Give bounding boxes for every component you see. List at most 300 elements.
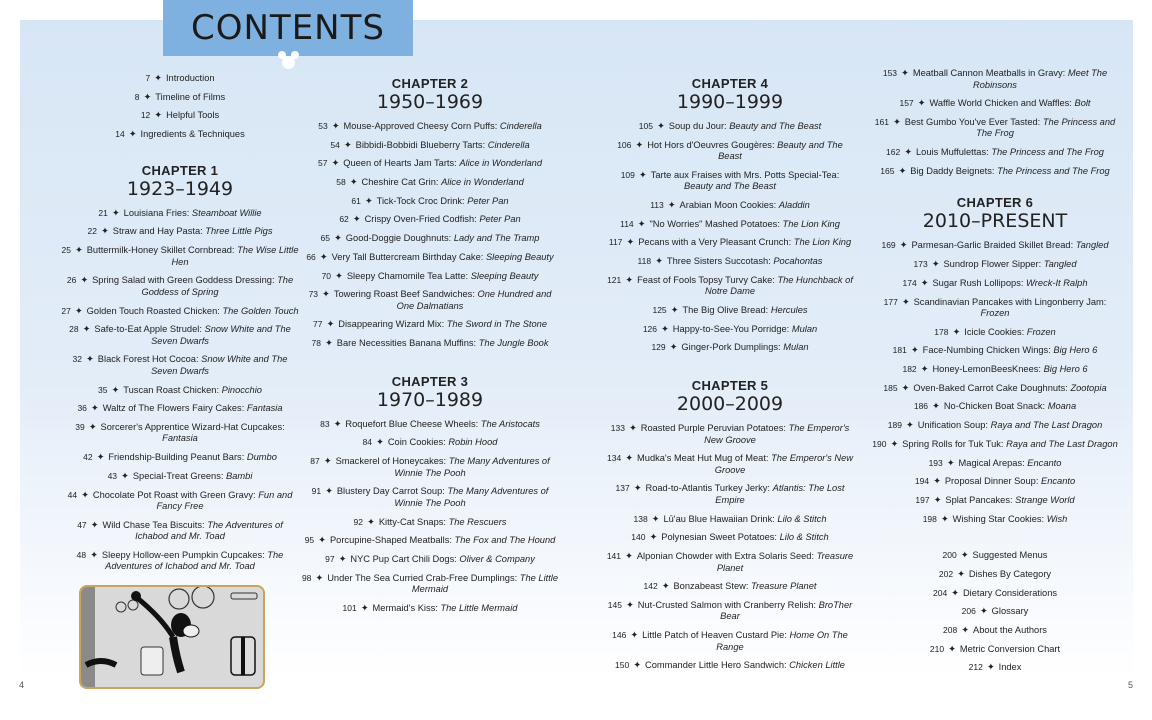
star-bullet-icon: ✦ <box>649 532 658 543</box>
recipe-name: Roasted Purple Peruvian Potatoes: <box>640 423 786 434</box>
recipe-name: Good-Doggie Doughnuts: <box>345 233 452 244</box>
star-bullet-icon: ✦ <box>933 494 942 505</box>
recipe-name: Tuscan Roast Chicken: <box>123 384 220 395</box>
recipe-entry[interactable] <box>870 98 1120 110</box>
film-title: Alice in Wonderland <box>459 158 543 169</box>
entry-page-number: 105 <box>638 121 653 131</box>
star-bullet-icon: ✦ <box>338 553 347 564</box>
chapter-label: CHAPTER 3 <box>391 373 469 389</box>
recipe-entry[interactable] <box>300 121 560 133</box>
recipe-entry[interactable] <box>300 140 560 152</box>
recipe-entry[interactable] <box>60 354 300 377</box>
entry-title: Dietary Considerations <box>962 587 1058 598</box>
recipe-entry[interactable] <box>60 324 300 347</box>
chapter-label: CHAPTER 4 <box>691 76 769 91</box>
recipe-entry[interactable] <box>870 495 1120 507</box>
recipe-entry[interactable] <box>300 338 560 350</box>
film-title: Hercules <box>770 305 808 315</box>
recipe-entry[interactable] <box>605 630 855 653</box>
entry-page-number: 141 <box>606 551 622 561</box>
star-bullet-icon: ✦ <box>86 354 94 365</box>
recipe-entry[interactable] <box>605 581 855 593</box>
star-bullet-icon: ✦ <box>90 519 99 530</box>
recipe-entry[interactable] <box>870 117 1120 140</box>
film-title: BroTher Bear <box>720 599 853 622</box>
film-title: The Jungle Book <box>478 338 549 349</box>
entry-page-number: 101 <box>342 602 357 613</box>
recipe-name: Towering Roast Beef Sandwiches: <box>333 289 475 300</box>
toc-entry[interactable] <box>60 129 300 141</box>
recipe-entry[interactable] <box>605 237 855 249</box>
star-bullet-icon: ✦ <box>898 165 907 176</box>
recipe-entry[interactable] <box>605 600 855 623</box>
film-title: The Lion King <box>782 218 840 229</box>
entry-page-number: 145 <box>607 599 622 610</box>
recipe-entry[interactable] <box>300 252 560 264</box>
recipe-entry[interactable] <box>870 514 1120 526</box>
entry-page-number: 83 <box>320 418 330 429</box>
entry-page-number: 185 <box>883 382 898 393</box>
recipe-entry[interactable] <box>60 471 300 483</box>
recipe-entry[interactable] <box>870 401 1120 413</box>
recipe-entry[interactable] <box>870 259 1120 271</box>
recipe-name: Pecans with a Very Pleasant Crunch: <box>638 237 792 248</box>
recipe-entry[interactable] <box>300 517 560 529</box>
entry-page-number: 14 <box>115 129 125 140</box>
recipe-entry[interactable] <box>870 278 1120 290</box>
recipe-name: Straw and Hay Pasta: <box>112 226 203 237</box>
recipe-entry[interactable] <box>300 214 560 226</box>
film-title: Pinocchio <box>221 384 262 395</box>
recipe-name: Ginger-Pork Dumplings: <box>681 342 781 353</box>
film-title: Strange World <box>1015 494 1075 505</box>
star-bullet-icon: ✦ <box>910 345 919 356</box>
recipe-name: Safe-to-Eat Apple Strudel: <box>94 324 202 335</box>
recipe-name: Magical Arepas: <box>958 457 1025 468</box>
recipe-name: Crispy Oven-Fried Codfish: <box>364 214 477 225</box>
recipe-entry[interactable] <box>60 275 300 298</box>
recipe-name: Sugar Rush Lollipops: <box>932 277 1024 288</box>
star-bullet-icon: ✦ <box>90 549 98 560</box>
recipe-entry[interactable] <box>870 327 1120 339</box>
entry-page-number: 44 <box>67 489 78 500</box>
recipe-entry[interactable] <box>605 305 855 317</box>
recipe-name: Louisiana Fries: <box>123 207 190 218</box>
chapter-heading <box>300 77 560 113</box>
star-bullet-icon: ✦ <box>957 568 965 579</box>
entry-page-number: 162 <box>886 147 901 158</box>
entry-title: Index <box>998 662 1022 673</box>
recipe-entry[interactable] <box>300 319 560 331</box>
recipe-name: Best Gumbo You've Ever Tasted: <box>904 116 1041 127</box>
chapter-years: 1923–1949 <box>126 177 234 200</box>
star-bullet-icon: ✦ <box>661 323 669 334</box>
star-bullet-icon: ✦ <box>352 214 361 225</box>
star-bullet-icon: ✦ <box>360 602 369 613</box>
film-title: The Little Mermaid <box>440 602 518 613</box>
recipe-entry[interactable] <box>60 208 300 220</box>
recipe-entry[interactable] <box>300 437 560 449</box>
contents-title-box <box>163 0 413 56</box>
recipe-name: Hot Hors d'Oeuvres Gougères: <box>647 139 775 150</box>
recipe-name: The Big Olive Bread: <box>682 305 769 315</box>
entry-page-number: 146 <box>612 630 627 641</box>
recipe-entry[interactable] <box>300 573 560 596</box>
recipe-entry[interactable] <box>870 147 1120 159</box>
entry-page-number: 28 <box>69 324 79 335</box>
toc-entry[interactable] <box>60 73 300 85</box>
recipe-entry[interactable] <box>605 121 855 133</box>
entry-page-number: 57 <box>317 158 328 169</box>
recipe-name: Feast of Fools Topsy Turvy Cake: <box>637 274 775 285</box>
recipe-name: Waltz of The Flowers Fairy Cakes: <box>102 403 245 414</box>
recipe-entry[interactable] <box>605 219 855 231</box>
entry-page-number: 21 <box>98 207 108 218</box>
recipe-entry[interactable] <box>300 158 560 170</box>
recipe-name: Meatball Cannon Meatballs in Gravy: <box>912 68 1066 78</box>
recipe-name: Disappearing Wizard Mix: <box>338 319 445 330</box>
entry-page-number: 125 <box>652 305 667 315</box>
recipe-entry[interactable] <box>605 200 855 212</box>
recipe-name: Happy-to-See-You Porridge: <box>672 323 790 334</box>
entry-page-number: 193 <box>928 457 943 468</box>
recipe-entry[interactable] <box>870 420 1120 432</box>
toc-column-4 <box>870 68 1120 681</box>
film-title: Oliver & Company <box>459 553 535 564</box>
entry-page-number: 142 <box>643 581 658 592</box>
star-bullet-icon: ✦ <box>904 147 913 158</box>
recipe-entry[interactable] <box>605 140 855 163</box>
recipe-entry[interactable] <box>300 233 560 245</box>
entry-page-number: 169 <box>881 240 896 251</box>
toc-entry[interactable] <box>870 569 1120 581</box>
film-title: Bolt <box>1074 98 1091 109</box>
recipe-name: Wishing Star Cookies: <box>952 513 1045 524</box>
recipe-name: Icicle Cookies: <box>964 326 1025 337</box>
entry-page-number: 212 <box>968 662 983 673</box>
recipe-entry[interactable] <box>605 423 855 446</box>
film-title: Big Hero 6 <box>1053 345 1098 356</box>
mickey-head-icon <box>276 49 300 71</box>
star-bullet-icon: ✦ <box>669 342 678 353</box>
recipe-entry[interactable] <box>300 289 560 312</box>
recipe-name: Three Sisters Succotash: <box>666 256 771 267</box>
chapter-label: CHAPTER 2 <box>391 76 469 91</box>
entry-page-number: 182 <box>902 364 917 375</box>
entry-page-number: 70 <box>321 270 332 281</box>
recipe-entry[interactable] <box>60 226 300 238</box>
recipe-entry[interactable] <box>605 514 855 526</box>
star-bullet-icon: ✦ <box>625 453 634 464</box>
recipe-name: Alponian Chowder with Extra Solaris Seed: <box>636 551 815 561</box>
recipe-entry[interactable] <box>60 385 300 397</box>
chapter-years: 1950–1969 <box>376 91 484 113</box>
entry-page-number: 133 <box>610 423 625 434</box>
entry-page-number: 53 <box>318 121 328 131</box>
star-bullet-icon: ✦ <box>325 486 333 497</box>
recipe-name: Spring Salad with Green Goddess Dressing: <box>92 275 275 286</box>
star-bullet-icon: ✦ <box>948 643 956 654</box>
star-bullet-icon: ✦ <box>319 251 328 262</box>
film-title: The Hunchback of Notre Dame <box>704 274 853 297</box>
recipe-entry[interactable] <box>870 383 1120 395</box>
recipe-entry[interactable] <box>300 271 560 283</box>
cartoon-illustration <box>79 585 265 689</box>
page-title: CONTENTS <box>191 8 385 48</box>
recipe-name: Queen of Hearts Jam Tarts: <box>343 158 457 169</box>
recipe-entry[interactable] <box>300 554 560 566</box>
toc-entry[interactable] <box>60 110 300 122</box>
film-title: Fantasia <box>246 403 283 414</box>
entry-title: Dishes By Category <box>968 568 1052 579</box>
film-title: Lilo & Stitch <box>779 532 829 543</box>
recipe-entry[interactable] <box>60 245 300 268</box>
recipe-name: Honey-LemonBeesKnees: <box>932 364 1041 375</box>
film-title: Meet The Robinsons <box>973 68 1108 90</box>
recipe-name: Sundrop Flower Sipper: <box>943 259 1042 270</box>
star-bullet-icon: ✦ <box>335 270 343 281</box>
recipe-name: Scandinavian Pancakes with Lingonberry Jam: <box>913 296 1107 307</box>
entry-title: Timeline of Films <box>155 91 226 102</box>
star-bullet-icon: ✦ <box>628 423 637 434</box>
chapter-heading <box>605 379 855 415</box>
entry-page-number: 134 <box>607 453 622 464</box>
toc-entry[interactable] <box>870 662 1120 674</box>
star-bullet-icon: ✦ <box>625 599 634 610</box>
star-bullet-icon: ✦ <box>326 319 335 330</box>
star-bullet-icon: ✦ <box>656 121 665 131</box>
entry-title: Metric Conversion Chart <box>959 643 1061 654</box>
star-bullet-icon: ✦ <box>932 401 940 412</box>
star-bullet-icon: ✦ <box>890 438 899 449</box>
recipe-entry[interactable] <box>870 364 1120 376</box>
film-title: Bambi <box>226 470 253 481</box>
recipe-entry[interactable] <box>605 324 855 336</box>
entry-page-number: 165 <box>880 165 895 176</box>
toc-entry[interactable] <box>870 606 1120 618</box>
entry-page-number: 106 <box>617 139 632 150</box>
recipe-name: Waffle World Chicken and Waffles: <box>929 98 1072 109</box>
entry-title: Introduction <box>165 73 215 83</box>
recipe-entry[interactable] <box>60 403 300 415</box>
recipe-entry[interactable] <box>60 452 300 464</box>
page-number-left: 4 <box>19 680 25 690</box>
recipe-entry[interactable] <box>605 170 855 193</box>
recipe-name: Wild Chase Tea Biscuits: <box>102 519 205 530</box>
recipe-entry[interactable] <box>300 535 560 547</box>
recipe-name: Friendship-Building Peanut Bars: <box>108 452 245 463</box>
recipe-entry[interactable] <box>870 345 1120 357</box>
recipe-entry[interactable] <box>300 177 560 189</box>
recipe-name: Face-Numbing Chicken Wings: <box>922 345 1051 356</box>
film-title: The Aristocats <box>480 418 540 429</box>
recipe-entry[interactable] <box>60 490 300 513</box>
star-bullet-icon: ✦ <box>74 245 83 256</box>
entry-page-number: 109 <box>620 169 635 180</box>
star-bullet-icon: ✦ <box>638 169 647 180</box>
star-bullet-icon: ✦ <box>655 256 663 267</box>
recipe-name: Porcupine-Shaped Meatballs: <box>329 535 452 546</box>
recipe-entry[interactable] <box>870 439 1120 451</box>
entry-page-number: 161 <box>874 116 889 127</box>
recipe-name: Little Patch of Heaven Custard Pie: <box>642 630 787 641</box>
toc-entry[interactable] <box>870 625 1120 637</box>
entry-title: Glossary <box>991 606 1029 617</box>
toc-entry[interactable] <box>870 644 1120 656</box>
recipe-entry[interactable] <box>60 520 300 543</box>
film-title: The Goddess of Spring <box>141 275 294 297</box>
film-title: Wish <box>1046 513 1068 524</box>
entry-page-number: 32 <box>72 354 82 365</box>
star-bullet-icon: ✦ <box>324 338 333 349</box>
entry-page-number: 181 <box>892 345 907 356</box>
star-bullet-icon: ✦ <box>318 535 326 546</box>
entry-page-number: 114 <box>620 218 634 229</box>
star-bullet-icon: ✦ <box>331 121 340 131</box>
recipe-name: Coin Cookies: <box>387 437 446 448</box>
entry-page-number: 113 <box>650 200 664 211</box>
recipe-entry[interactable] <box>605 275 855 298</box>
star-bullet-icon: ✦ <box>901 382 910 393</box>
entry-page-number: 87 <box>310 456 320 467</box>
recipe-entry[interactable] <box>605 342 855 354</box>
entry-title: Helpful Tools <box>166 110 220 121</box>
star-bullet-icon: ✦ <box>154 110 163 121</box>
entry-page-number: 177 <box>883 296 898 307</box>
toc-entry[interactable] <box>870 550 1120 562</box>
star-bullet-icon: ✦ <box>315 572 324 583</box>
chapter-years: 2010–PRESENT <box>922 210 1068 233</box>
star-bullet-icon: ✦ <box>74 305 83 316</box>
recipe-name: Kitty-Cat Snaps: <box>378 516 446 527</box>
recipe-name: Buttermilk-Honey Skillet Cornbread: <box>86 245 235 256</box>
star-bullet-icon: ✦ <box>625 551 633 561</box>
film-title: Pocahontas <box>773 256 823 267</box>
recipe-name: Smackerel of Honeycakes: <box>335 456 447 467</box>
entry-page-number: 153 <box>882 68 898 78</box>
recipe-entry[interactable] <box>300 196 560 208</box>
recipe-entry[interactable] <box>60 306 300 318</box>
star-bullet-icon: ✦ <box>111 207 120 218</box>
recipe-entry[interactable] <box>605 453 855 476</box>
film-title: Wreck-It Ralph <box>1026 277 1088 288</box>
recipe-entry[interactable] <box>300 486 560 509</box>
star-bullet-icon: ✦ <box>111 384 120 395</box>
recipe-name: Bare Necessities Banana Muffins: <box>336 338 477 349</box>
recipe-entry[interactable] <box>605 660 855 672</box>
film-title: Lilo & Stitch <box>777 513 827 524</box>
recipe-entry[interactable] <box>300 419 560 431</box>
entry-page-number: 206 <box>961 606 976 617</box>
entry-page-number: 58 <box>336 177 346 188</box>
entry-page-number: 137 <box>615 483 630 494</box>
film-title: The Lion King <box>793 237 852 248</box>
film-title: Snow White and The Seven Dwarfs <box>151 324 291 346</box>
film-title: The Adventures of Ichabod and Mr. Toad <box>105 549 284 572</box>
star-bullet-icon: ✦ <box>633 660 641 671</box>
recipe-entry[interactable] <box>870 166 1120 178</box>
recipe-name: Sorcerer's Apprentice Wizard-Hat Cupcakes: <box>100 421 285 432</box>
star-bullet-icon: ✦ <box>951 587 959 598</box>
recipe-name: Black Forest Hot Cocoa: <box>97 354 199 365</box>
recipe-name: Very Tall Buttercream Birthday Cake: <box>331 251 484 262</box>
entry-page-number: 91 <box>311 486 322 497</box>
entry-page-number: 189 <box>887 420 902 431</box>
star-bullet-icon: ✦ <box>901 296 910 307</box>
entry-page-number: 208 <box>943 625 958 635</box>
recipe-name: Sleepy Hollow-een Pumpkin Cupcakes: <box>101 549 265 560</box>
recipe-entry[interactable] <box>870 240 1120 252</box>
film-title: Encanto <box>1027 457 1062 468</box>
recipe-name: Sleepy Chamomile Tea Latte: <box>346 270 469 281</box>
film-title: Peter Pan <box>467 195 509 206</box>
recipe-entry[interactable] <box>605 483 855 506</box>
film-title: Chicken Little <box>789 660 845 671</box>
recipe-entry[interactable] <box>605 551 855 574</box>
star-bullet-icon: ✦ <box>333 418 342 429</box>
recipe-name: Splat Pancakes: <box>945 494 1013 505</box>
film-title: The Adventures of Ichabod and Mr. Toad <box>135 519 283 542</box>
entry-page-number: 198 <box>922 513 937 524</box>
toc-entry[interactable] <box>60 92 300 104</box>
recipe-name: "No Worries" Mashed Potatoes: <box>649 218 780 229</box>
chapter-years: 1990–1999 <box>676 91 784 113</box>
recipe-entry[interactable] <box>60 422 300 445</box>
film-title: Zootopia <box>1070 382 1107 393</box>
entry-page-number: 210 <box>929 643 945 654</box>
recipe-entry[interactable] <box>870 297 1120 320</box>
entry-page-number: 194 <box>914 476 930 487</box>
recipe-entry[interactable] <box>60 550 300 573</box>
recipe-name: Parmesan-Garlic Braided Skillet Bread: <box>911 240 1074 251</box>
recipe-entry[interactable] <box>300 603 560 615</box>
chapter-heading <box>870 196 1120 232</box>
toc-column-3 <box>605 75 855 679</box>
entry-page-number: 197 <box>915 494 930 505</box>
entry-title: About the Authors <box>973 625 1047 635</box>
film-title: Fantasia <box>162 433 198 444</box>
recipe-name: NYC Pup Cart Chili Dogs: <box>350 553 457 564</box>
recipe-entry[interactable] <box>605 256 855 268</box>
star-bullet-icon: ✦ <box>121 470 129 481</box>
star-bullet-icon: ✦ <box>667 200 676 211</box>
film-title: The Princess and The Frog <box>976 116 1116 139</box>
recipe-entry[interactable] <box>870 458 1120 470</box>
recipe-entry[interactable] <box>870 68 1120 91</box>
entry-page-number: 178 <box>934 326 949 337</box>
entry-page-number: 77 <box>312 319 323 330</box>
film-title: The Sword in The Stone <box>446 319 548 330</box>
entry-page-number: 47 <box>77 519 87 530</box>
film-title: The Emperor's New Groove <box>704 423 850 445</box>
recipe-entry[interactable] <box>605 532 855 544</box>
film-title: Treasure Planet <box>751 581 817 592</box>
recipe-name: Big Daddy Beignets: <box>910 165 995 176</box>
recipe-entry[interactable] <box>300 456 560 479</box>
film-title: Frozen <box>1026 326 1056 337</box>
recipe-name: Blustery Day Carrot Soup: <box>336 486 445 497</box>
entry-title: Ingredients & Techniques <box>140 129 245 140</box>
film-title: Raya and The Last Dragon <box>990 420 1103 431</box>
entry-page-number: 97 <box>325 553 335 564</box>
entry-page-number: 174 <box>902 277 917 288</box>
recipe-name: Mudka's Meat Hut Mug of Meat: <box>637 453 769 464</box>
entry-page-number: 39 <box>75 421 85 432</box>
chapter-years: 2000–2009 <box>676 393 784 416</box>
recipe-entry[interactable] <box>870 476 1120 488</box>
star-bullet-icon: ✦ <box>917 98 926 109</box>
toc-entry[interactable] <box>870 588 1120 600</box>
